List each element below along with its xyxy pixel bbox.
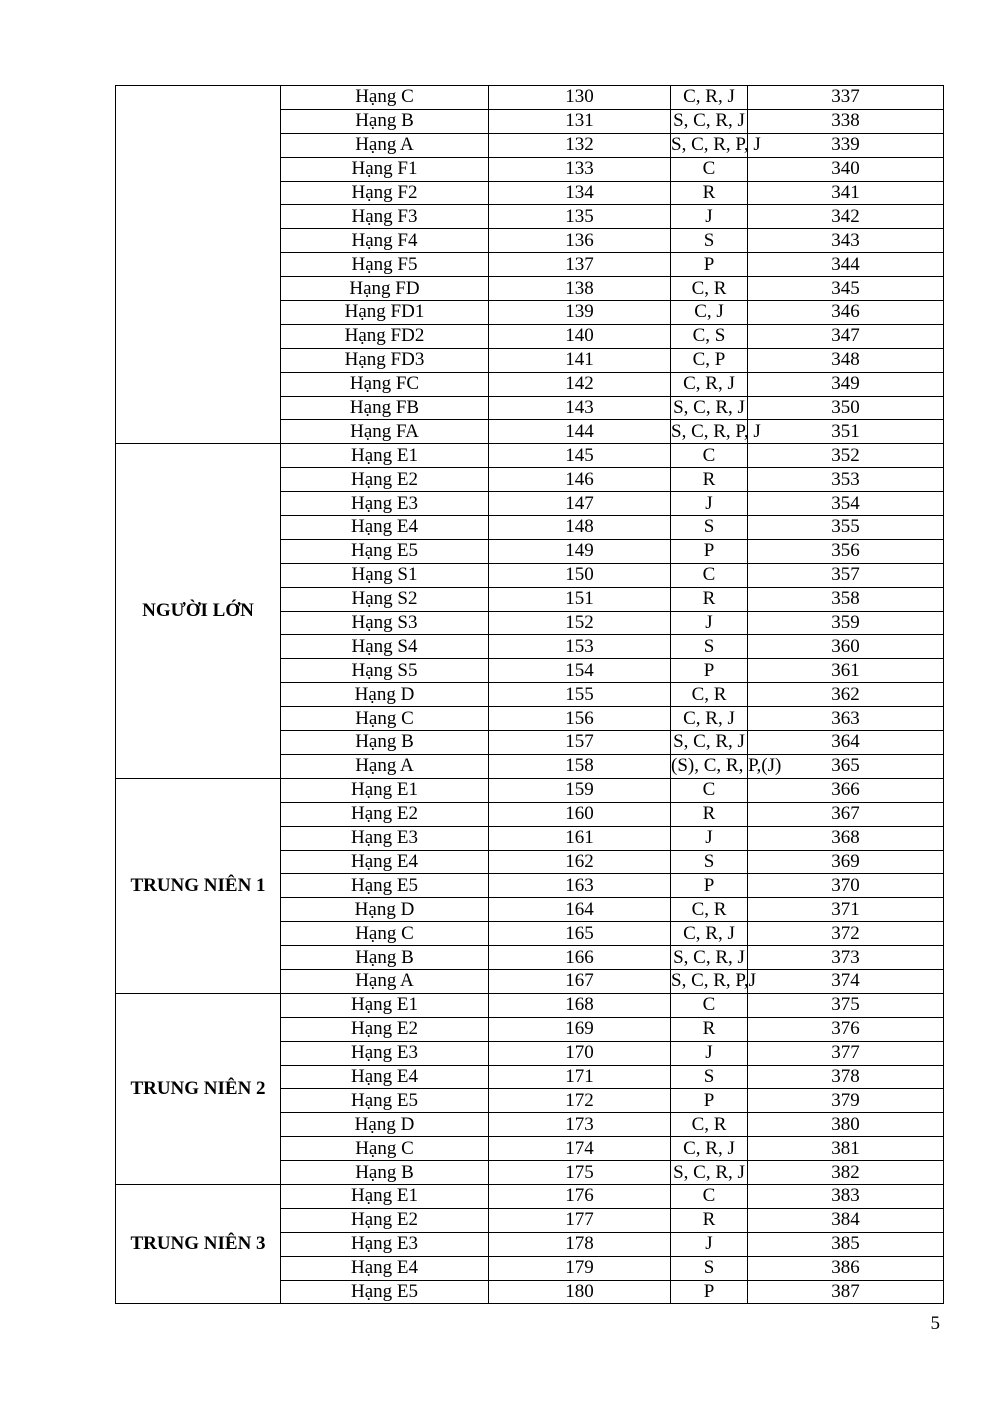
code-1-cell: 180 (489, 1280, 671, 1304)
code-1-cell: 144 (489, 420, 671, 444)
code-2-cell: 350 (748, 396, 944, 420)
code-2-cell: 345 (748, 277, 944, 301)
age-group-label: TRUNG NIÊN 2 (116, 993, 281, 1184)
class-name-cell: Hạng A (281, 133, 489, 157)
code-2-cell: 373 (748, 946, 944, 970)
code-2-cell: 387 (748, 1280, 944, 1304)
code-2-cell: 348 (748, 348, 944, 372)
events-1-cell: S, C, R, P, J (671, 420, 761, 442)
code-2-cell: 374 (748, 969, 944, 993)
class-name-cell: Hạng F4 (281, 229, 489, 253)
code-1-cell: 163 (489, 874, 671, 898)
class-name-cell: Hạng FD2 (281, 324, 489, 348)
code-1-cell: 170 (489, 1041, 671, 1065)
code-2-cell: 363 (748, 707, 944, 731)
code-1-cell: 166 (489, 946, 671, 970)
code-2-cell: 359 (748, 611, 944, 635)
events-1-cell: S (671, 635, 748, 659)
events-1-cell: C, R, J (671, 86, 748, 110)
class-name-cell: Hạng C (281, 1137, 489, 1161)
code-1-cell: 132 (489, 133, 671, 157)
code-2-cell: 365 (748, 754, 944, 778)
code-1-cell: 168 (489, 993, 671, 1017)
class-name-cell: Hạng E3 (281, 1232, 489, 1256)
code-1-cell: 175 (489, 1161, 671, 1185)
class-name-cell: Hạng F2 (281, 181, 489, 205)
events-1-cell: C (671, 444, 748, 468)
events-1-cell: J (671, 492, 748, 516)
events-1-cell: C, P (671, 348, 748, 372)
code-2-cell: 341 (748, 181, 944, 205)
code-1-cell: 164 (489, 898, 671, 922)
code-1-cell: 178 (489, 1232, 671, 1256)
events-1-cell: C, R (671, 683, 748, 707)
code-2-cell: 382 (748, 1161, 944, 1185)
class-name-cell: Hạng C (281, 86, 489, 110)
code-2-cell: 372 (748, 922, 944, 946)
events-1-cell: S, C, R, J (671, 946, 748, 970)
events-1-cell: C, R (671, 277, 748, 301)
class-name-cell: Hạng B (281, 1161, 489, 1185)
class-name-cell: Hạng E5 (281, 1089, 489, 1113)
code-2-cell: 362 (748, 683, 944, 707)
code-1-cell: 167 (489, 969, 671, 993)
code-2-cell: 342 (748, 205, 944, 229)
events-1-cell: P (671, 253, 748, 277)
events-1-cell: S, C, R, P,J (671, 970, 757, 992)
events-1-cell: S, C, R, J (671, 396, 748, 420)
code-2-cell: 379 (748, 1089, 944, 1113)
class-name-cell: Hạng S3 (281, 611, 489, 635)
code-2-cell: 360 (748, 635, 944, 659)
class-name-cell: Hạng S5 (281, 659, 489, 683)
events-1-cell: J (671, 1232, 748, 1256)
class-name-cell: Hạng F3 (281, 205, 489, 229)
class-name-cell: Hạng B (281, 946, 489, 970)
events-1-cell: S, C, R, J (671, 731, 748, 755)
code-1-cell: 135 (489, 205, 671, 229)
class-name-cell: Hạng FB (281, 396, 489, 420)
class-name-cell: Hạng FD1 (281, 301, 489, 325)
code-1-cell: 160 (489, 802, 671, 826)
code-1-cell: 174 (489, 1137, 671, 1161)
events-1-cell: R (671, 802, 748, 826)
events-1-cell: J (671, 1041, 748, 1065)
code-1-cell: 161 (489, 826, 671, 850)
code-1-cell: 173 (489, 1113, 671, 1137)
class-name-cell: Hạng E1 (281, 778, 489, 802)
code-1-cell: 148 (489, 516, 671, 540)
events-1-cell: S, C, R, J (671, 1161, 748, 1185)
table-row (116, 778, 944, 802)
code-1-cell: 133 (489, 157, 671, 181)
class-name-cell: Hạng E3 (281, 1041, 489, 1065)
events-1-cell: R (671, 587, 748, 611)
code-1-cell: 149 (489, 539, 671, 563)
code-2-cell: 371 (748, 898, 944, 922)
code-2-cell: 355 (748, 516, 944, 540)
events-1-cell: C, S (671, 324, 748, 348)
code-1-cell: 151 (489, 587, 671, 611)
code-1-cell: 145 (489, 444, 671, 468)
code-2-cell: 375 (748, 993, 944, 1017)
events-1-cell: C, R, J (671, 372, 748, 396)
class-name-cell: Hạng FA (281, 420, 489, 444)
class-name-cell: Hạng E1 (281, 1184, 489, 1208)
class-name-cell: Hạng E5 (281, 874, 489, 898)
code-1-cell: 157 (489, 731, 671, 755)
events-1-cell: S, C, R, J (671, 109, 748, 133)
class-name-cell: Hạng E2 (281, 1208, 489, 1232)
events-1-cell: R (671, 1017, 748, 1041)
code-1-cell: 159 (489, 778, 671, 802)
class-name-cell: Hạng E5 (281, 539, 489, 563)
class-name-cell: Hạng E4 (281, 1065, 489, 1089)
class-name-cell: Hạng F5 (281, 253, 489, 277)
code-1-cell: 156 (489, 707, 671, 731)
events-1-cell: R (671, 468, 748, 492)
code-2-cell: 376 (748, 1017, 944, 1041)
code-2-cell: 347 (748, 324, 944, 348)
events-1-cell: P (671, 539, 748, 563)
code-1-cell: 143 (489, 396, 671, 420)
code-1-cell: 162 (489, 850, 671, 874)
class-name-cell: Hạng A (281, 969, 489, 993)
class-name-cell: Hạng E4 (281, 1256, 489, 1280)
code-2-cell: 386 (748, 1256, 944, 1280)
code-2-cell: 364 (748, 731, 944, 755)
code-1-cell: 146 (489, 468, 671, 492)
code-2-cell: 367 (748, 802, 944, 826)
events-1-cell: C (671, 1184, 748, 1208)
events-1-cell: S (671, 229, 748, 253)
code-1-cell: 153 (489, 635, 671, 659)
code-2-cell: 346 (748, 301, 944, 325)
table-body (116, 86, 944, 1304)
class-name-cell: Hạng S2 (281, 587, 489, 611)
code-2-cell: 349 (748, 372, 944, 396)
events-1-cell: C, R, J (671, 1137, 748, 1161)
class-name-cell: Hạng E1 (281, 444, 489, 468)
code-1-cell: 134 (489, 181, 671, 205)
events-1-cell: C (671, 993, 748, 1017)
class-name-cell: Hạng C (281, 922, 489, 946)
code-2-cell: 381 (748, 1137, 944, 1161)
events-1-cell: J (671, 826, 748, 850)
code-1-cell: 131 (489, 109, 671, 133)
class-name-cell: Hạng FD (281, 277, 489, 301)
age-group-label: TRUNG NIÊN 3 (116, 1184, 281, 1303)
events-1-cell: C, R, J (671, 922, 748, 946)
class-name-cell: Hạng E2 (281, 468, 489, 492)
events-1-cell: C (671, 157, 748, 181)
events-1-cell: C, J (671, 301, 748, 325)
code-2-cell: 352 (748, 444, 944, 468)
code-1-cell: 155 (489, 683, 671, 707)
class-name-cell: Hạng S4 (281, 635, 489, 659)
class-name-cell: Hạng D (281, 683, 489, 707)
events-1-cell: C, R (671, 898, 748, 922)
class-name-cell: Hạng E4 (281, 516, 489, 540)
code-1-cell: 136 (489, 229, 671, 253)
code-1-cell: 172 (489, 1089, 671, 1113)
class-name-cell: Hạng F1 (281, 157, 489, 181)
code-1-cell: 171 (489, 1065, 671, 1089)
code-1-cell: 137 (489, 253, 671, 277)
code-2-cell: 338 (748, 109, 944, 133)
page-number: 5 (930, 1313, 940, 1334)
code-2-cell: 353 (748, 468, 944, 492)
code-2-cell: 368 (748, 826, 944, 850)
events-1-cell: C (671, 563, 748, 587)
events-1-cell: J (671, 205, 748, 229)
code-2-cell: 369 (748, 850, 944, 874)
code-2-cell: 383 (748, 1184, 944, 1208)
code-1-cell: 141 (489, 348, 671, 372)
class-name-cell: Hạng D (281, 898, 489, 922)
code-1-cell: 139 (489, 301, 671, 325)
events-1-cell: P (671, 659, 748, 683)
age-group-label: TRUNG NIÊN 1 (116, 778, 281, 993)
class-name-cell: Hạng B (281, 109, 489, 133)
code-1-cell: 130 (489, 86, 671, 110)
class-name-cell: Hạng E2 (281, 802, 489, 826)
class-name-cell: Hạng B (281, 731, 489, 755)
code-2-cell: 358 (748, 587, 944, 611)
code-2-cell: 340 (748, 157, 944, 181)
code-1-cell: 147 (489, 492, 671, 516)
events-1-cell: J (671, 611, 748, 635)
classification-table (115, 85, 944, 1304)
code-1-cell: 169 (489, 1017, 671, 1041)
code-2-cell: 354 (748, 492, 944, 516)
code-2-cell: 377 (748, 1041, 944, 1065)
code-1-cell: 142 (489, 372, 671, 396)
code-1-cell: 154 (489, 659, 671, 683)
code-2-cell: 337 (748, 86, 944, 110)
events-1-cell: S (671, 1256, 748, 1280)
events-1-cell: (S), C, R, P,(J) (671, 755, 782, 777)
code-2-cell: 356 (748, 539, 944, 563)
code-1-cell: 158 (489, 754, 671, 778)
class-name-cell: Hạng FD3 (281, 348, 489, 372)
events-1-cell: S (671, 850, 748, 874)
code-2-cell: 351 (748, 420, 944, 444)
events-1-cell: C, R, J (671, 707, 748, 731)
events-1-cell: C (671, 778, 748, 802)
events-1-cell: S (671, 516, 748, 540)
code-1-cell: 165 (489, 922, 671, 946)
age-group-label: NGƯỜI LỚN (116, 444, 281, 778)
events-1-cell: P (671, 1089, 748, 1113)
class-name-cell: Hạng A (281, 754, 489, 778)
code-2-cell: 357 (748, 563, 944, 587)
events-1-cell: S (671, 1065, 748, 1089)
class-name-cell: Hạng C (281, 707, 489, 731)
code-1-cell: 138 (489, 277, 671, 301)
code-1-cell: 179 (489, 1256, 671, 1280)
code-2-cell: 378 (748, 1065, 944, 1089)
code-2-cell: 366 (748, 778, 944, 802)
events-1-cell: C, R (671, 1113, 748, 1137)
code-2-cell: 380 (748, 1113, 944, 1137)
code-1-cell: 150 (489, 563, 671, 587)
class-name-cell: Hạng E1 (281, 993, 489, 1017)
events-1-cell: R (671, 1208, 748, 1232)
code-2-cell: 370 (748, 874, 944, 898)
class-name-cell: Hạng E4 (281, 850, 489, 874)
code-2-cell: 344 (748, 253, 944, 277)
age-group-label (116, 86, 281, 444)
code-1-cell: 177 (489, 1208, 671, 1232)
table-row (116, 1184, 944, 1208)
class-name-cell: Hạng E3 (281, 492, 489, 516)
class-name-cell: Hạng D (281, 1113, 489, 1137)
class-name-cell: Hạng S1 (281, 563, 489, 587)
events-1-cell: S, C, R, P, J (671, 134, 761, 156)
code-1-cell: 152 (489, 611, 671, 635)
events-1-cell: P (671, 874, 748, 898)
class-name-cell: Hạng E2 (281, 1017, 489, 1041)
class-name-cell: Hạng FC (281, 372, 489, 396)
code-2-cell: 343 (748, 229, 944, 253)
code-2-cell: 384 (748, 1208, 944, 1232)
class-name-cell: Hạng E5 (281, 1280, 489, 1304)
code-2-cell: 385 (748, 1232, 944, 1256)
events-1-cell: R (671, 181, 748, 205)
code-1-cell: 176 (489, 1184, 671, 1208)
class-name-cell: Hạng E3 (281, 826, 489, 850)
code-2-cell: 361 (748, 659, 944, 683)
code-1-cell: 140 (489, 324, 671, 348)
code-2-cell: 339 (748, 133, 944, 157)
table-row (116, 444, 944, 468)
table-row (116, 86, 944, 110)
table-row (116, 993, 944, 1017)
events-1-cell: P (671, 1280, 748, 1304)
